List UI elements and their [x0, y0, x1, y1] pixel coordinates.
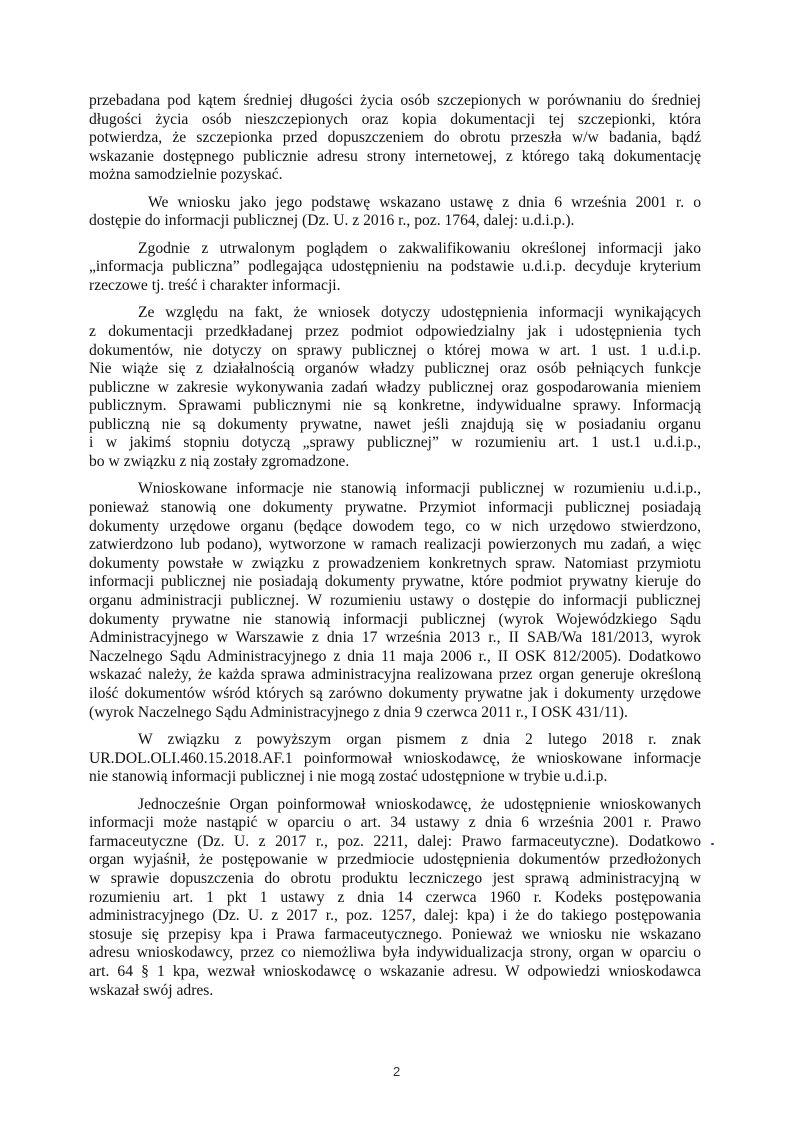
text-line: dostępie do informacji publicznej (Dz. U. z 2016 r., poz. 1764, dalej: u.d.i.p.). [89, 212, 575, 230]
paragraph-p2 [89, 194, 701, 231]
text-line: Administracyjnego w Warszawie z dnia 17 września 2013 r., II SAB/Wa 181/2013, wyrok [89, 629, 701, 647]
text-line: farmaceutyczne (Dz. U. z 2017 r., poz. 2211, dalej: Prawo farmaceutyczne). Dodatkowo [89, 832, 701, 850]
text-line: Jednocześnie Organ poinformował wnioskodawcę, że udostępnienie wnioskowanych [138, 795, 701, 813]
text-line: dokumenty powstałe w związku z prowadzeniem konkretnych spraw. Natomiast przymiotu [89, 554, 701, 572]
text-line: informacji publicznej nie posiadają dokumenty prywatne, które podmiot prywatny kieruje do [89, 573, 701, 591]
text-line: dokumenty prywatne nie stanowią informacji publicznej (wyrok Wojewódzkiego Sądu [89, 610, 701, 628]
text-line: potwierdza, że szczepionka przed dopuszczeniem do obrotu przeszła w/w badania, bądź [89, 129, 701, 147]
text-line: bo w związku z nią zostały zgromadzone. [89, 453, 350, 471]
text-line: Naczelnego Sądu Administracyjnego z dnia 11 maja 2006 r., II OSK 812/2005). Dodatkowo [89, 647, 701, 665]
text-line: „informacja publiczna” podlegająca udostępnieniu na podstawie u.d.i.p. decyduje kryterium [89, 258, 701, 276]
text-line: przebadana pod kątem średniej długości życia osób szczepionych w porównaniu do średniej [89, 92, 701, 109]
text-line: organ wyjaśnił, że postępowanie w przedmiocie udostępnienia dokumentów przedłożonych [89, 851, 701, 869]
text-line: długości życia osób nieszczepionych oraz kopia dokumentacji tej szczepionki, która [89, 110, 701, 128]
text-line: zatwierdzono lub podano), wytworzone w ramach realizacji powierzonych mu zadań, a więc [89, 536, 701, 554]
text-line: informacji może nastąpić w oparciu o art. 34 ustawy z dnia 6 września 2001 r. Prawo [89, 814, 701, 832]
text-line: ponieważ stanowią one dokumenty prywatne. Przymiot informacji publicznej posiadają [89, 499, 701, 517]
text-line: stosuje się przepisy kpa i Prawa farmaceutycznego. Ponieważ we wniosku nie wskazano [89, 925, 701, 943]
page-number: 2 [393, 1064, 401, 1079]
paragraph-p1 [89, 92, 701, 185]
text-line: We wniosku jako jego podstawę wskazano ustawę z dnia 6 września 2001 r. o [148, 193, 701, 211]
text-line: Nie wiąże się z działalnością organów władzy publicznej oraz osób pełniących funkcje [89, 360, 701, 378]
text-line: W związku z powyższym organ pismem z dnia 2 lutego 2018 r. znak [138, 730, 701, 748]
text-line: można samodzielnie pozyskać. [89, 166, 283, 184]
text-line: nie stanowią informacji publicznej i nie mogą zostać udostępnione w trybie u.d.i.p. [89, 768, 608, 786]
scan-artifact-mark [711, 843, 714, 845]
text-line: ilość dokumentów wśród których są zarówno dokumenty prywatne jak i dokumenty urzędowe [89, 685, 701, 702]
text-line: z dokumentacji przedkładanej przez podmiot odpowiedzialny jak i udostępnienia tych [89, 322, 701, 340]
text-line: rzeczowe tj. treść i charakter informacji. [89, 276, 341, 294]
text-line: (wyrok Naczelnego Sądu Administracyjnego z dnia 9 czerwca 2011 r., I OSK 431/11). [89, 703, 628, 721]
paragraph-p4 [89, 304, 701, 471]
text-line: wskazał swój adres. [89, 981, 214, 999]
text-line: dokumentów, nie dotyczy on sprawy publicznej o której mowa w art. 1 ust. 1 u.d.i.p. [89, 341, 701, 359]
text-line: Wnioskowane informacje nie stanowią informacji publicznej w rozumieniu u.d.i.p., [138, 480, 701, 498]
paragraph-p7 [89, 796, 701, 1001]
text-line: organu administracji publicznej. W rozumieniu ustawy o dostępie do informacji publicznej [89, 592, 701, 610]
text-line: i w jakimś stopniu dotyczą „sprawy publicznej” w rozumieniu art. 1 ust.1 u.d.i.p., [89, 434, 701, 452]
text-line: publicznym. Sprawami publicznymi nie są konkretne, indywidualne sprawy. Informacją [89, 397, 701, 415]
text-line: wskazać należy, że każda sprawa administracyjna realizowana przez organ generuje określoną [89, 666, 701, 684]
text-line: publiczne w zakresie wykonywania zadań władzy publicznej oraz gospodarowania mieniem [89, 378, 701, 396]
text-line: administracyjnego (Dz. U. z 2017 r., poz. 1257, dalej: kpa) i że do takiego postępowania [89, 907, 701, 925]
text-line: adresu wnioskodawcy, przez co niemożliwa była indywidualizacja strony, organ w oparciu o [89, 944, 701, 962]
document-body [89, 92, 701, 1009]
paragraph-p3 [89, 240, 701, 296]
text-line: w sprawie dopuszczenia do obrotu produktu leczniczego jest sprawą administracyjną w [89, 869, 701, 887]
text-line: publiczną nie są dokumenty prywatne, nawet jeśli znajdują się w posiadaniu organu [89, 415, 701, 433]
text-line: Ze względu na fakt, że wniosek dotyczy udostępnienia informacji wynikających [138, 304, 701, 322]
text-line: dokumenty urzędowe organu (będące dowodem tego, co w nich urzędowo stwierdzono, [89, 517, 701, 535]
paragraph-p5 [89, 480, 701, 722]
text-line: Zgodnie z utrwalonym poglądem o zakwalifikowaniu określonej informacji jako [138, 239, 701, 257]
text-line: UR.DOL.OLI.460.15.2018.AF.1 poinformował wnioskodawcę, że wnioskowane informacje [89, 749, 701, 767]
text-line: rozumieniu art. 1 pkt 1 ustawy z dnia 14 czerwca 1960 r. Kodeks postępowania [89, 888, 701, 906]
paragraph-p6 [89, 731, 701, 787]
text-line: art. 64 § 1 kpa, wezwał wnioskodawcę o wskazanie adresu. W odpowiedzi wnioskodawca [89, 962, 701, 980]
text-line: wskazanie dostępnego publicznie adresu strony internetowej, z którego taką dokumentację [89, 147, 701, 165]
